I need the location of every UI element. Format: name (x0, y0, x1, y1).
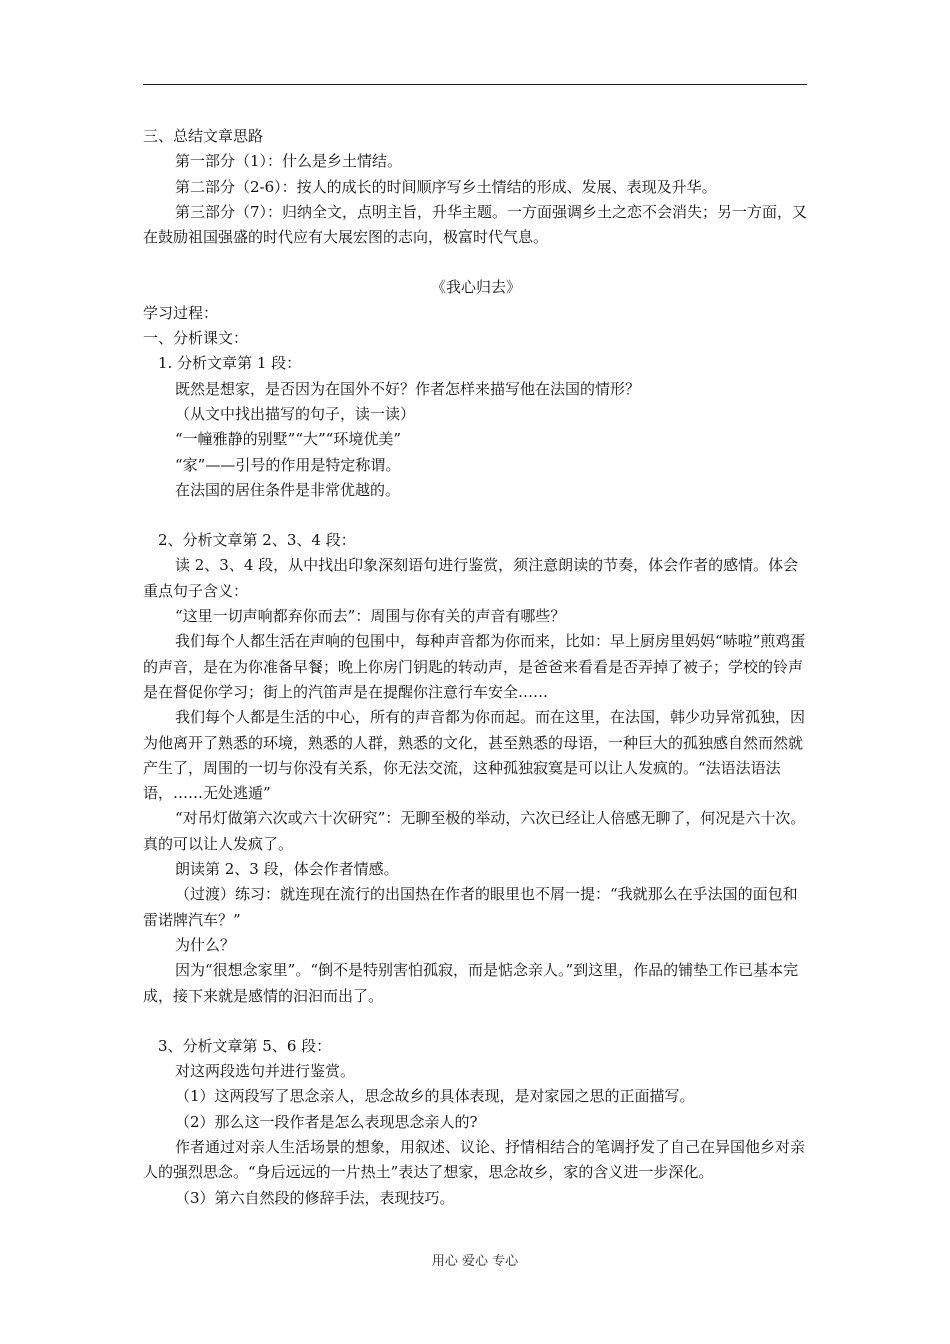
article-title: 《我心归去》 (430, 278, 521, 297)
select-instruction: 对这两段选句并进行鉴赏。 (175, 1062, 356, 1081)
part-2: 第二部分（2-6）：按人的成长的时间顺序写乡土情结的形成、发展、表现及升华。 (175, 177, 717, 196)
read-aloud: 朗读第 2、3 段，体会作者情感。 (175, 860, 399, 879)
home-note: “家”——引号的作用是特定称谓。 (175, 455, 401, 474)
quote-sounds: “这里一切声响都弃你而去”：周围与你有关的声音有哪些？ (175, 607, 566, 626)
point-3: （3）第六自然段的修辞手法，表现技巧。 (175, 1188, 455, 1207)
quotes-1: “一幢雅静的别墅”“大”“环境优美” (175, 430, 402, 449)
process-label: 学习过程： (143, 303, 219, 322)
conclusion-1: 在法国的居住条件是非常优越的。 (175, 480, 401, 499)
section-heading: 三、总结文章思路 (143, 127, 264, 145)
paragraph-sounds: 我们每个人都生活在声响的包围中，每种声音都为你而来，比如：早上厨房里妈妈“哧啦”煎鸡蛋的声音，是在为你准备早餐；晚上你房门钥匙的转动声，是爸爸来看看是否弄掉了被子；学校的铃声是在督促你学习；街上的汽笛声是在提醒你注意行车安全…… (143, 632, 806, 701)
paragraph-chandelier: “对吊灯做第六次或六十次研究”：无聊至极的举动，六次已经让人倍感无聊了，何况是六十次。真的可以让人发疯了。 (143, 809, 806, 853)
spacer (143, 503, 809, 528)
read-instruction: 读 2、3、4 段，从中找出印象深刻语句进行鉴赏，须注意朗读的节奏，体会作者的感情。体会重点句子含义： (143, 556, 799, 600)
sub-heading-2: 2、分析文章第 2、3、4 段： (158, 531, 356, 550)
spacer (143, 250, 809, 275)
header-rule (143, 84, 807, 85)
question-1: 既然是想家，是否因为在国外不好？作者怎样来描写他在法国的情形？ (175, 379, 641, 398)
sub-heading-3: 3、分析文章第 5、6 段： (158, 1036, 332, 1055)
part-3: 第三部分（7）：归纳全文，点明主旨，升华主题。一方面强调乡土之恋不会消失；另一方面，又在鼓励祖国强盛的时代应有大展宏图的志向，极富时代气息。 (143, 202, 808, 247)
hint-1: （从文中找出描写的句子，读一读） (175, 404, 416, 423)
paragraph-longing: 作者通过对亲人生活场景的想象，用叙述、议论、抒情相结合的笔调抒发了自己在异国他乡对亲人的强烈思念。“身后远远的一片热土”表达了想家，思念故乡，家的含义进一步深化。 (143, 1137, 806, 1182)
paragraph-loneliness: 我们每个人都是生活的中心，所有的声音都为你而起。而在这里，在法国，韩少功异常孤独，因为他离开了熟悉的环境，熟悉的人群，熟悉的文化，甚至熟悉的母语，一种巨大的孤独感自然而然就产生了，周围的一切与你没有关系，你无法交流，这种孤独寂寞是可以让人发疯的。“法语法语法语，……无处逃遁” (143, 708, 806, 803)
spacer (143, 1009, 809, 1034)
because-answer: 因为“很想念家里”。“倒不是特别害怕孤寂，而是惦念亲人。”到这里，作品的铺垫工作已基本完成，接下来就是感情的汩汩而出了。 (143, 961, 799, 1005)
page-footer: 用心 爱心 专心 (431, 1254, 519, 1269)
exercise: （过渡）练习：就连现在流行的出国热在作者的眼里也不屑一提：“我就那么在乎法国的面包和雷诺牌汽车？” (143, 885, 798, 929)
point-1: （1）这两段写了思念亲人，思念故乡的具体表现，是对家园之思的正面描写。 (175, 1087, 695, 1106)
point-2: （2）那么这一段作者是怎么表现思念亲人的? (175, 1112, 478, 1131)
analysis-heading: 一、分析课文： (143, 329, 249, 348)
part-1: 第一部分（1）：什么是乡土情结。 (175, 152, 403, 171)
document-body (143, 124, 809, 1211)
why-question: 为什么？ (175, 935, 236, 954)
sub-heading-1: 1. 分析文章第 1 段： (158, 354, 302, 373)
